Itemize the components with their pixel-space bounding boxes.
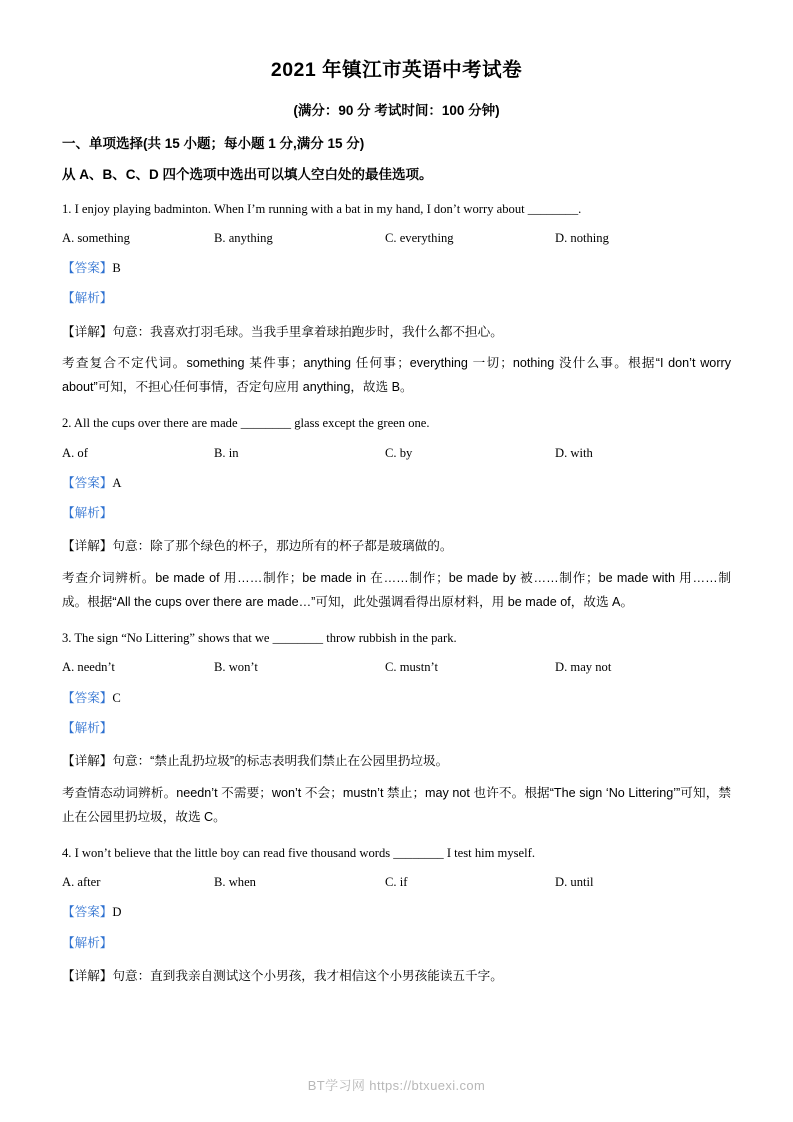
option-c[interactable]: C. everything [385,230,454,245]
option-b[interactable]: B. in [214,445,239,460]
answer-value: B [112,261,121,275]
question-stem: 1. I enjoy playing badminton. When I’m running with a bat in my hand, I don’t worry about ________. [62,201,582,216]
option-a[interactable]: A. of [62,445,88,460]
answer-value: D [112,905,122,920]
detail-text: 句意：“禁止乱扔垃圾”的标志表明我们禁止在公园里扔垃圾。 [112,754,449,769]
option-d[interactable]: D. may not [555,660,612,675]
answer-value: A [112,475,122,490]
answer-tag: 【答案】 [62,690,113,705]
detail-text: 句意：除了那个绿色的杯子，那边所有的杯子都是玻璃做的。 [112,539,453,554]
question-options [62,444,731,462]
detail-block [62,965,731,989]
detail-tag: 【详解】 [62,324,113,339]
detail-tag: 【详解】 [62,968,113,983]
section-heading-2: 从 A、B、C、D 四个选项中选出可以填人空白处的最佳选项。 [62,167,433,183]
detail-text: 句意：直到我亲自测试这个小男孩，我才相信这个小男孩能读五千字。 [112,968,503,983]
question-stem: 4. I won’t believe that the little boy can read five thousand words ________ I test him myself. [62,845,535,860]
detail-block [62,750,731,774]
question-block [62,200,731,401]
answer-value: C [112,690,121,705]
answer-line [62,474,731,492]
analysis-tag: 【解析】 [62,935,113,950]
explanation-block: 考查情态动词辨析。needn’t 不需要；won’t 不会；mustn’t 禁止；may not 也许不。根据“The sign ‘No Littering’”可知，禁止在公园里扔垃圾，故选 C。 [62,785,731,824]
option-b[interactable]: B. won’t [214,660,258,675]
question-block [62,414,731,615]
detail-block [62,321,731,345]
answer-tag: 【答案】 [62,261,113,275]
option-a[interactable]: A. after [62,875,101,890]
explanation-block: 考查介词辨析。be made of 用……制作；be made in 在……制作；be made by 被……制作；be made with 用……制成。根据“All the cups over there are made…”可知，此处强调看得出原材料，用 be made of，故选 A。 [62,571,731,610]
option-b[interactable]: B. anything [214,230,273,245]
answer-line [62,689,731,707]
section-heading-1: 一、单项选择(共 15 小题；每小题 1 分,满分 15 分) [62,136,365,151]
explanation-block: 考查复合不定代词。something 某件事；anything 任何事；everything 一切；nothing 没什么事。根据“I don’t worry about”可知，不担心任何事情，否定句应用 anything，故选 B。 [62,356,731,395]
question-block [62,844,731,989]
option-d[interactable]: D. until [555,875,594,890]
detail-block [62,535,731,559]
analysis-line [62,719,731,737]
option-d[interactable]: D. nothing [555,230,609,245]
option-d[interactable]: D. with [555,445,593,460]
question-options [62,658,731,676]
question-block [62,629,731,830]
analysis-tag: 【解析】 [62,720,113,735]
option-a[interactable]: A. needn’t [62,660,115,675]
analysis-line [62,934,731,952]
question-stem: 2. All the cups over there are made ________ glass except the green one. [62,416,430,431]
option-c[interactable]: C. by [385,445,413,460]
answer-line [62,259,731,277]
option-b[interactable]: B. when [214,875,256,890]
answer-tag: 【答案】 [62,905,113,920]
option-c[interactable]: C. mustn’t [385,660,438,675]
detail-text: 句意：我喜欢打羽毛球。当我手里拿着球拍跑步时，我什么都不担心。 [112,324,503,339]
detail-tag: 【详解】 [62,539,113,554]
analysis-tag: 【解析】 [62,506,113,521]
watermark-footer: BT学习网 https://btxuexi.com [307,1078,486,1093]
option-c[interactable]: C. if [385,875,408,890]
question-options [62,873,731,891]
analysis-tag: 【解析】 [62,291,113,306]
answer-line [62,903,731,921]
option-a[interactable]: A. something [62,230,130,245]
analysis-line [62,289,731,307]
exam-info-subtitle: (满分：90 分 考试时间：100 分钟) [293,103,500,118]
detail-tag: 【详解】 [62,754,113,769]
page-title: 2021 年镇江市英语中考试卷 [270,59,523,81]
question-options [62,229,731,247]
analysis-line [62,504,731,522]
answer-tag: 【答案】 [62,475,113,490]
question-stem: 3. The sign “No Littering” shows that we ________ throw rubbish in the park. [62,631,457,646]
